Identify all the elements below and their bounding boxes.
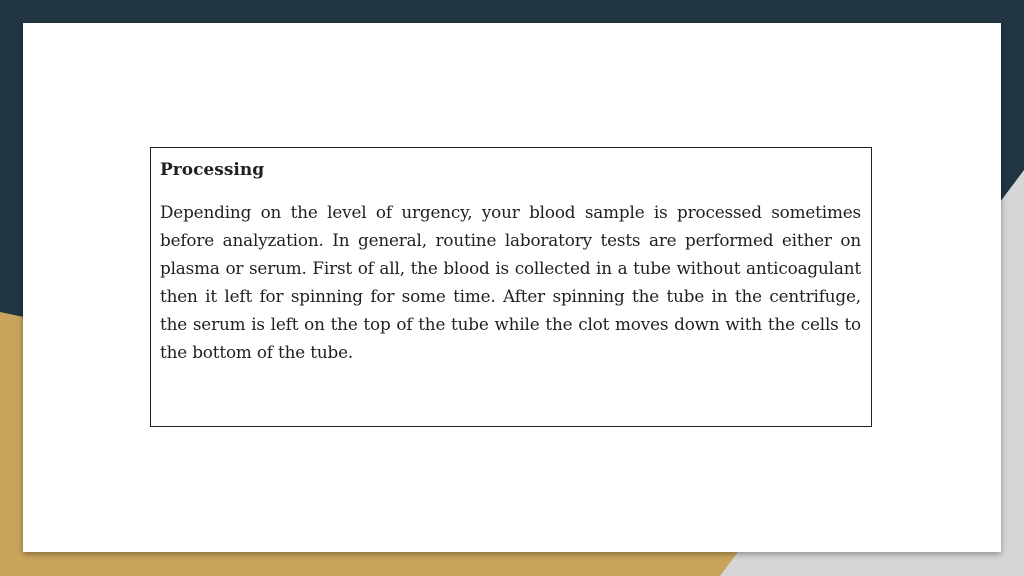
section-heading: Processing (160, 160, 265, 180)
content-box (150, 147, 872, 427)
slide-panel (23, 23, 1001, 552)
body-paragraph: Depending on the level of urgency, your blood sample is processed sometimes before analyzation. In general, routine laboratory tests are performed either on plasma or serum. First of all, the blood is collected in a tube without anticoagulant then it left for spinning for some time. After spinning the tube in the centrifuge, the serum is left on the top of the tube while the clot moves down with the cells to the bottom of the tube. (160, 202, 861, 362)
